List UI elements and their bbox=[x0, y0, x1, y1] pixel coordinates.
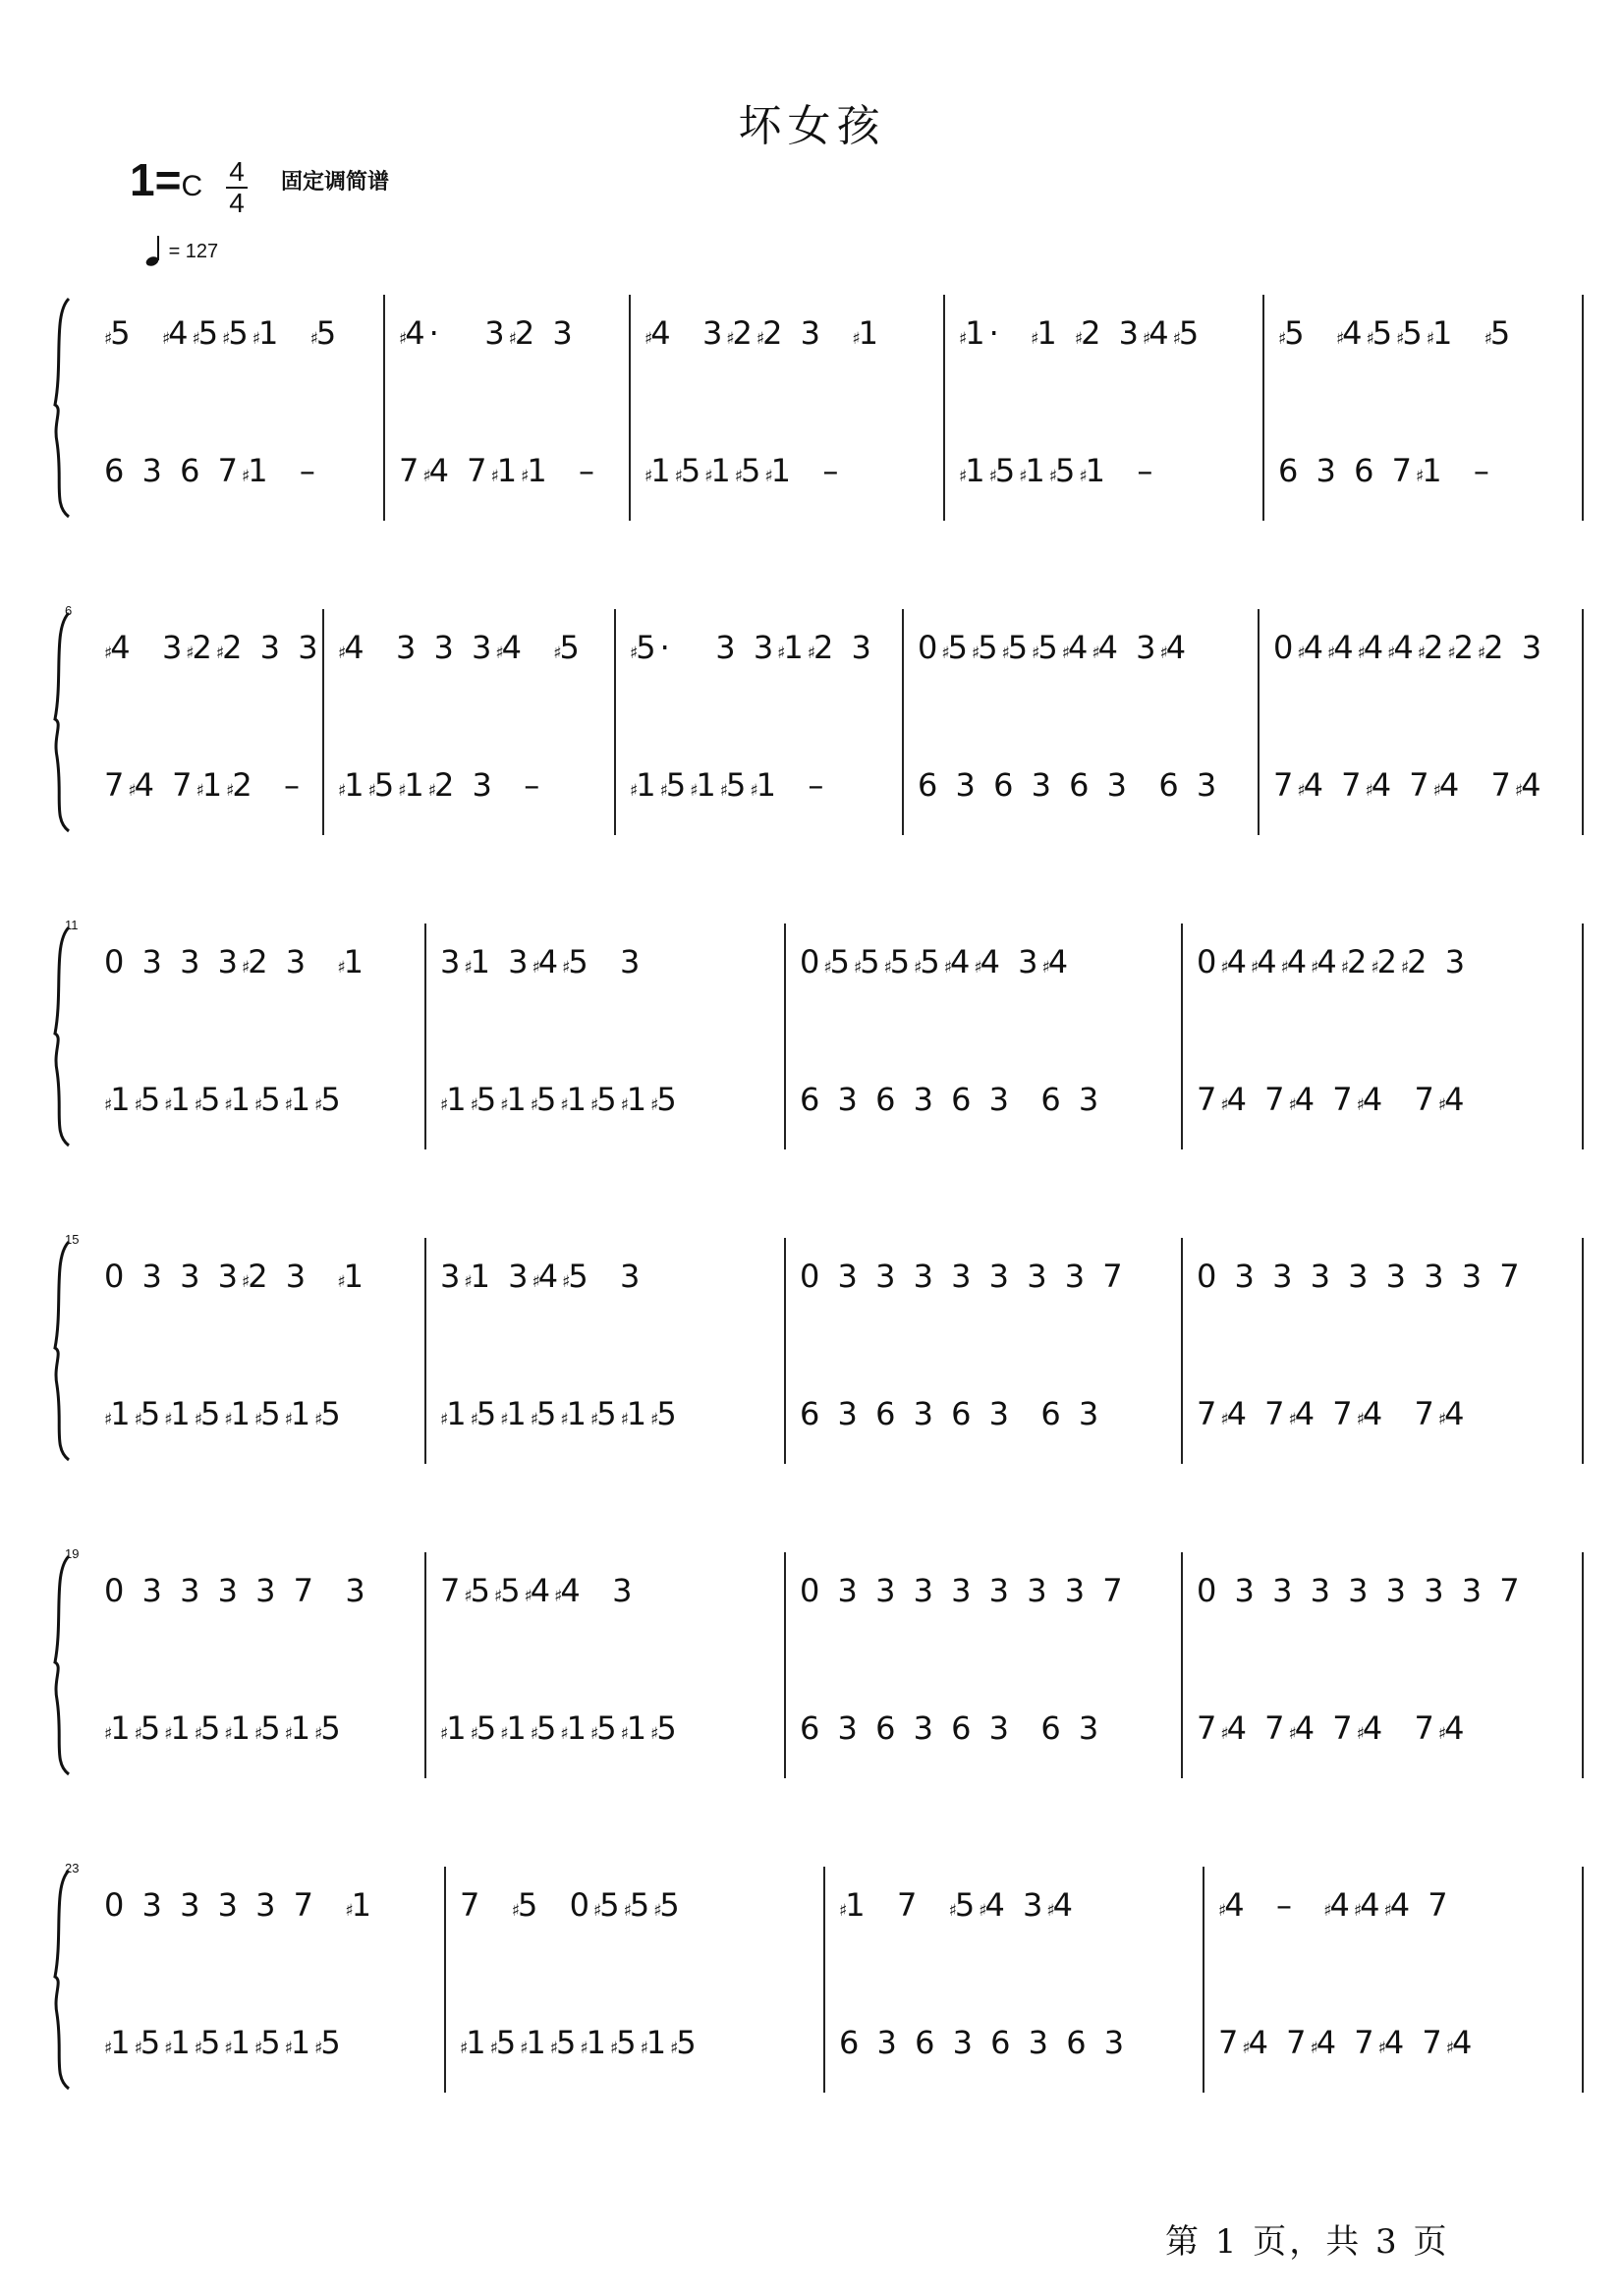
barline bbox=[1262, 295, 1264, 521]
barline bbox=[1203, 1867, 1204, 2093]
score-system bbox=[45, 1232, 1588, 1464]
bass-measure: ♯ 1 ♯ 5 ♯ 1 ♯ 5 ♯ 1 ♯ 5 ♯ 1 ♯ 5 bbox=[104, 1395, 345, 1432]
brace-icon bbox=[45, 609, 75, 835]
bass-measure: 7 ♯ 4 7 ♯ 1 ♯ 1 – bbox=[399, 452, 599, 489]
measure-number: 11 bbox=[65, 918, 79, 932]
brace-icon bbox=[45, 295, 75, 521]
barline bbox=[1582, 1867, 1584, 2093]
treble-measure: 0 3 3 3 3 3 3 3 7 bbox=[800, 1258, 1127, 1295]
time-signature bbox=[222, 157, 252, 218]
time-top: 4 bbox=[229, 156, 245, 187]
treble-measure: ♯ 4 3 ♯ 2 ♯ 2 3 3 bbox=[104, 629, 322, 666]
treble-measure: 0 3 3 3 ♯ 2 3 ♯ 1 bbox=[104, 1258, 368, 1295]
bass-measure: ♯ 1 ♯ 5 ♯ 1 ♯ 5 ♯ 1 ♯ 5 ♯ 1 ♯ 5 bbox=[440, 1395, 681, 1432]
bass-measure: ♯ 1 ♯ 5 ♯ 1 ♯ 5 ♯ 1 – bbox=[630, 766, 828, 804]
barline bbox=[823, 1867, 825, 2093]
page-title: 坏女孩 bbox=[738, 101, 886, 151]
barline bbox=[629, 295, 631, 521]
treble-measure: 0 3 3 3 3 7 ♯ 1 bbox=[104, 1886, 375, 1924]
barline bbox=[1181, 1238, 1183, 1464]
treble-measure: 3 ♯ 1 3 ♯ 4 ♯ 5 3 bbox=[440, 943, 644, 980]
treble-measure: 7 ♯ 5 ♯ 5 ♯ 4 ♯ 4 3 bbox=[440, 1572, 637, 1609]
score-system bbox=[45, 603, 1588, 835]
score-system bbox=[45, 918, 1588, 1149]
barline bbox=[943, 295, 945, 521]
key-letter: C bbox=[181, 170, 203, 202]
barline bbox=[1582, 924, 1584, 1149]
score-system bbox=[45, 1546, 1588, 1778]
bass-measure: 7 ♯ 4 7 ♯ 4 7 ♯ 4 7 ♯ 4 bbox=[1197, 1395, 1469, 1432]
treble-measure: ♯ 4 – ♯ 4 ♯ 4 ♯ 4 7 bbox=[1218, 1886, 1452, 1924]
treble-measure: 0 ♯ 5 ♯ 5 ♯ 5 ♯ 5 ♯ 4 ♯ 4 3 ♯ 4 bbox=[918, 629, 1191, 666]
treble-measure: ♯ 1· ♯ 1 ♯ 2 3 ♯ 4 ♯ 5 bbox=[959, 314, 1204, 352]
barline bbox=[1258, 609, 1260, 835]
barline bbox=[424, 1552, 426, 1778]
barline bbox=[1582, 295, 1584, 521]
bass-measure: ♯ 1 ♯ 5 ♯ 1 ♯ 5 ♯ 1 ♯ 5 ♯ 1 ♯ 5 bbox=[460, 2024, 700, 2061]
treble-measure: ♯ 1 7 ♯ 5 ♯ 4 3 ♯ 4 bbox=[839, 1886, 1077, 1924]
tempo-value: = 127 bbox=[168, 241, 219, 262]
treble-measure: 3 ♯ 1 3 ♯ 4 ♯ 5 3 bbox=[440, 1258, 644, 1295]
bass-measure: 6 3 6 3 6 3 6 3 bbox=[839, 2024, 1129, 2061]
treble-measure: ♯ 5 ♯ 4 ♯ 5 ♯ 5 ♯ 1 ♯ 5 bbox=[104, 314, 341, 352]
brace-icon bbox=[45, 1238, 75, 1464]
treble-measure: ♯ 4 3 3 3 ♯ 4 ♯ 5 bbox=[338, 629, 584, 666]
barline bbox=[784, 924, 786, 1149]
bass-measure: 7 ♯ 4 7 ♯ 4 7 ♯ 4 7 ♯ 4 bbox=[1273, 766, 1545, 804]
key-signature bbox=[130, 153, 202, 206]
time-bottom: 4 bbox=[229, 188, 245, 218]
barline bbox=[902, 609, 904, 835]
bass-measure: 7 ♯ 4 7 ♯ 4 7 ♯ 4 7 ♯ 4 bbox=[1197, 1081, 1469, 1118]
tempo-marking bbox=[145, 234, 218, 267]
brace-icon bbox=[45, 1867, 75, 2093]
bass-measure: ♯ 1 ♯ 5 ♯ 1 ♯ 5 ♯ 1 – bbox=[959, 452, 1157, 489]
barline bbox=[784, 1238, 786, 1464]
treble-measure: 0 3 3 3 3 3 3 3 7 bbox=[800, 1572, 1127, 1609]
measure-number: 15 bbox=[65, 1232, 80, 1247]
key-one: 1= bbox=[130, 154, 182, 205]
brace-icon bbox=[45, 1552, 75, 1778]
treble-measure: 0 3 3 3 ♯ 2 3 ♯ 1 bbox=[104, 943, 368, 980]
treble-measure: 7 ♯ 5 0 ♯ 5 ♯ 5 ♯ 5 bbox=[460, 1886, 684, 1924]
bass-measure: 6 3 6 3 6 3 6 3 bbox=[800, 1395, 1103, 1432]
bass-measure: ♯ 1 ♯ 5 ♯ 1 ♯ 5 ♯ 1 ♯ 5 ♯ 1 ♯ 5 bbox=[440, 1081, 681, 1118]
treble-measure: 0 3 3 3 3 7 3 bbox=[104, 1572, 369, 1609]
bass-measure: ♯ 1 ♯ 5 ♯ 1 ♯ 5 ♯ 1 – bbox=[644, 452, 843, 489]
barline bbox=[1582, 609, 1584, 835]
barline bbox=[1582, 1552, 1584, 1778]
treble-measure: ♯ 5· 3 3 ♯ 1 ♯ 2 3 bbox=[630, 629, 875, 666]
bass-measure: 6 3 6 3 6 3 6 3 bbox=[800, 1081, 1103, 1118]
barline bbox=[383, 295, 385, 521]
treble-measure: 0 3 3 3 3 3 3 3 7 bbox=[1197, 1572, 1524, 1609]
score-system bbox=[45, 295, 1588, 521]
measure-number: 19 bbox=[65, 1546, 80, 1561]
bass-measure: ♯ 1 ♯ 5 ♯ 1 ♯ 2 3 – bbox=[338, 766, 544, 804]
treble-measure: 0 ♯ 4 ♯ 4 ♯ 4 ♯ 4 ♯ 2 ♯ 2 ♯ 2 3 bbox=[1197, 943, 1470, 980]
barline bbox=[424, 924, 426, 1149]
treble-measure: 0 3 3 3 3 3 3 3 7 bbox=[1197, 1258, 1524, 1295]
barline bbox=[444, 1867, 446, 2093]
measure-number: 23 bbox=[65, 1861, 80, 1875]
bass-measure: ♯ 1 ♯ 5 ♯ 1 ♯ 5 ♯ 1 ♯ 5 ♯ 1 ♯ 5 bbox=[104, 1081, 345, 1118]
bass-measure: ♯ 1 ♯ 5 ♯ 1 ♯ 5 ♯ 1 ♯ 5 ♯ 1 ♯ 5 bbox=[104, 2024, 345, 2061]
treble-measure: ♯ 4 3 ♯ 2 ♯ 2 3 ♯ 1 bbox=[644, 314, 882, 352]
page-footer: 第 1 页，共 3 页 bbox=[1165, 2222, 1450, 2262]
bass-measure: ♯ 1 ♯ 5 ♯ 1 ♯ 5 ♯ 1 ♯ 5 ♯ 1 ♯ 5 bbox=[104, 1709, 345, 1747]
treble-measure: ♯ 4· 3 ♯ 2 3 bbox=[399, 314, 577, 352]
quarter-note-icon bbox=[145, 234, 163, 267]
brace-icon bbox=[45, 924, 75, 1149]
treble-measure: 0 ♯ 5 ♯ 5 ♯ 5 ♯ 5 ♯ 4 ♯ 4 3 ♯ 4 bbox=[800, 943, 1073, 980]
bass-measure: ♯ 1 ♯ 5 ♯ 1 ♯ 5 ♯ 1 ♯ 5 ♯ 1 ♯ 5 bbox=[440, 1709, 681, 1747]
barline bbox=[1181, 1552, 1183, 1778]
notation-type: 固定调简谱 bbox=[281, 169, 390, 194]
barline bbox=[614, 609, 616, 835]
bass-measure: 6 3 6 7 ♯ 1 – bbox=[1278, 452, 1493, 489]
bass-measure: 6 3 6 7 ♯ 1 – bbox=[104, 452, 319, 489]
barline bbox=[1181, 924, 1183, 1149]
treble-measure: ♯ 5 ♯ 4 ♯ 5 ♯ 5 ♯ 1 ♯ 5 bbox=[1278, 314, 1515, 352]
bass-measure: 7 ♯ 4 7 ♯ 4 7 ♯ 4 7 ♯ 4 bbox=[1218, 2024, 1477, 2061]
bass-measure: 7 ♯ 4 7 ♯ 4 7 ♯ 4 7 ♯ 4 bbox=[1197, 1709, 1469, 1747]
measure-number: 6 bbox=[65, 603, 73, 618]
bass-measure: 7 ♯ 4 7 ♯ 1 ♯ 2 – bbox=[104, 766, 305, 804]
barline bbox=[424, 1238, 426, 1464]
bass-measure: 6 3 6 3 6 3 6 3 bbox=[800, 1709, 1103, 1747]
bass-measure: 6 3 6 3 6 3 6 3 bbox=[918, 766, 1221, 804]
treble-measure: 0 ♯ 4 ♯ 4 ♯ 4 ♯ 4 ♯ 2 ♯ 2 ♯ 2 3 bbox=[1273, 629, 1546, 666]
barline bbox=[1582, 1238, 1584, 1464]
score-system bbox=[45, 1861, 1588, 2093]
barline bbox=[784, 1552, 786, 1778]
barline bbox=[322, 609, 324, 835]
